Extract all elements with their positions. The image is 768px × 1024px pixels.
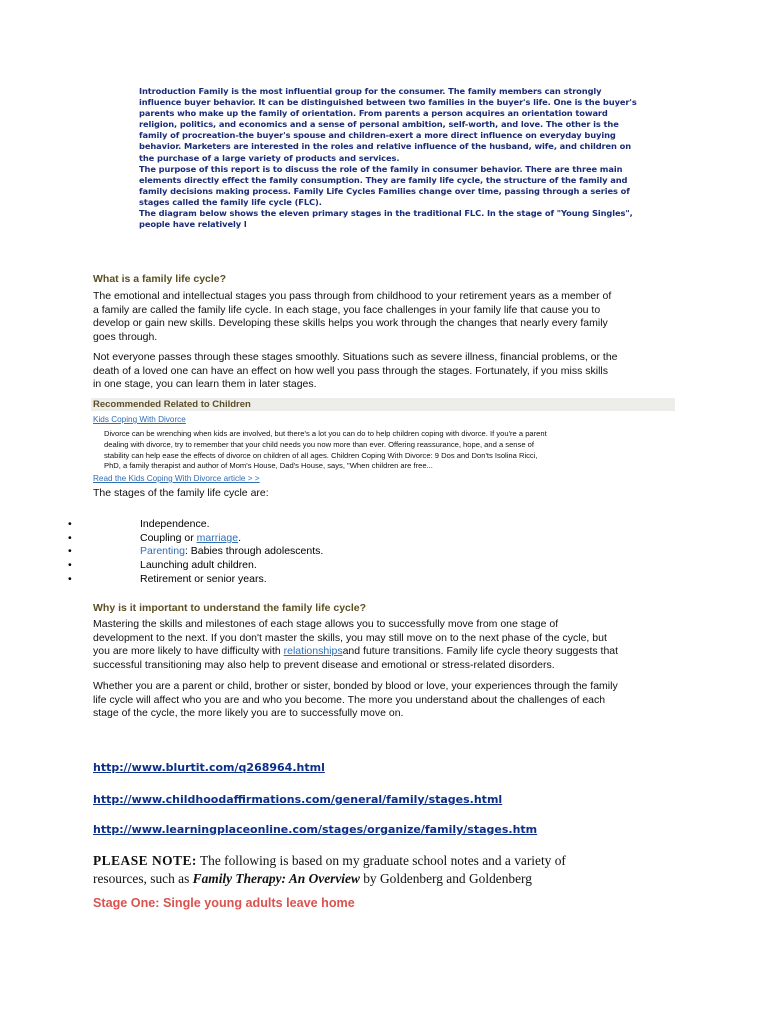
bullet-icon: •	[68, 573, 72, 585]
url-link-blurtit[interactable]: http://www.blurtit.com/q268964.html	[93, 761, 325, 774]
bullet-icon: •	[68, 518, 72, 530]
excerpt-line: dealing with divorce, try to remember that your child needs you now more than ever. Offering reassurance, hope, and a sense of	[104, 439, 534, 449]
list-item	[68, 558, 468, 572]
article-excerpt	[104, 429, 674, 472]
read-more-link[interactable]: Read the Kids Coping With Divorce article > >	[93, 474, 260, 483]
paragraph-line: death of a loved one can have an effect on how well you pass through the stages. Fortunately, if you miss skills	[93, 364, 608, 377]
intro-line: Introduction Family is the most influential group for the consumer. The family members can strongly	[139, 86, 602, 96]
excerpt-line: stability can help ease the effects of divorce on children of all ages. Children Coping With Divorce: 9 Dos and Don'ts Isolina Ricci,	[104, 450, 538, 460]
section-heading-family-life-cycle: What is a family life cycle?	[93, 273, 227, 285]
list-item-suffix: .	[238, 532, 241, 544]
paragraph-line: goes through.	[93, 330, 158, 343]
note-text: The following is based on my graduate school notes and a variety of	[196, 853, 566, 868]
url-link-childhoodaffirmations[interactable]: http://www.childhoodaffirmations.com/general/family/stages.html	[93, 793, 503, 806]
note-line	[93, 870, 693, 888]
excerpt-line: Divorce can be wrenching when kids are involved, but there's a lot you can do to help children coping with divorce. If you're a parent	[104, 429, 547, 438]
recommended-bar: Recommended Related to Children	[91, 398, 675, 411]
section-heading-why-important: Why is it important to understand the family life cycle?	[93, 602, 367, 614]
intro-line: family of procreation-the buyer's spouse and children-exert a more direct influence on everyday buying	[139, 130, 616, 141]
intro-line: the purchase of a large variety of products and services.	[139, 152, 400, 163]
list-item-text: Retirement or senior years.	[140, 573, 267, 585]
stage-one-heading: Stage One: Single young adults leave home	[93, 896, 355, 910]
intro-line: family decisions making process. Family Life Cycles Families change over time, passing through a series of	[139, 185, 630, 196]
list-item-suffix: : Babies through adolescents.	[184, 545, 324, 557]
paragraph-line: development to the next. If you don't master the skills, you may still move on to the next phase of the cycle, but	[93, 631, 607, 644]
please-note	[93, 852, 693, 888]
paragraph-line: Mastering the skills and milestones of each stage allows you to successfully move from one stage of	[93, 618, 559, 630]
list-item	[68, 531, 468, 545]
intro-line: stages called the family life cycle (FLC).	[139, 196, 322, 207]
note-label: PLEASE NOTE:	[93, 853, 197, 868]
paragraph-not-everyone	[93, 351, 693, 392]
intro-line: people have relatively l	[139, 219, 247, 230]
intro-line: elements directly effect the family consumption. They are family life cycle, the structure of the family and	[139, 174, 628, 185]
excerpt-line: PhD, a family therapist and author of Mom's House, Dad's House, says, "When children are free...	[104, 461, 433, 471]
intro-block	[139, 86, 679, 230]
note-text: resources, such as	[93, 871, 193, 886]
intro-line: The purpose of this report is to discuss the role of the family in consumer behavior. There are three main	[139, 163, 623, 174]
intro-line: influence buyer behavior. It can be distinguished between two families in the buyer's life. One is the buyer's	[139, 97, 637, 108]
paragraph-line: stage of the cycle, the more likely you are to successfully move on.	[93, 707, 404, 720]
paragraph-family-life-cycle	[93, 290, 693, 344]
bullet-icon: •	[68, 545, 72, 557]
list-item	[68, 572, 468, 586]
note-text: by Goldenberg and Goldenberg	[359, 871, 532, 886]
list-item	[68, 544, 468, 558]
list-item-text: Launching adult children.	[140, 559, 257, 571]
bullet-icon: •	[68, 559, 72, 571]
list-item-text	[140, 531, 241, 545]
intro-line: behavior. Marketers are interested in the roles and relative influence of the husband, wife, and children on	[139, 141, 632, 152]
paragraph-line: Whether you are a parent or child, brother or sister, bonded by blood or love, your experiences through the family	[93, 680, 618, 692]
list-item-text: Independence.	[140, 518, 210, 530]
book-title: Family Therapy: An Overview	[192, 871, 360, 886]
article-title-link[interactable]: Kids Coping With Divorce	[93, 415, 186, 424]
paragraph-line: develop or gain new skills. Developing these skills helps you work through the changes that nearly every family	[93, 317, 608, 330]
line-suffix: and future transitions. Family life cycle theory suggests that	[342, 645, 619, 658]
paragraph-whether-parent	[93, 680, 693, 721]
list-item-prefix: Coupling or	[140, 532, 197, 544]
intro-line: The diagram below shows the eleven primary stages in the traditional FLC. In the stage of "Young Singles",	[139, 208, 633, 219]
url-link-learningplaceonline[interactable]: http://www.learningplaceonline.com/stages/organize/family/stages.htm	[93, 823, 538, 836]
paragraph-mastering-skills	[93, 618, 693, 672]
list-item-text	[140, 544, 323, 558]
relationships-link[interactable]: relationships	[283, 645, 343, 658]
paragraph-line: successful transitioning may also help to prevent disease and emotional or stress-related disorders.	[93, 658, 555, 671]
paragraph-line: Not everyone passes through these stages smoothly. Situations such as severe illness, financial problems, or the	[93, 351, 618, 363]
line-prefix: you are more likely to have difficulty with	[93, 645, 284, 658]
bullet-icon: •	[68, 532, 72, 544]
paragraph-line: in one stage, you can learn them in later stages.	[93, 378, 317, 391]
paragraph-line: The emotional and intellectual stages you pass through from childhood to your retirement years as a member of	[93, 290, 612, 302]
paragraph-line	[93, 645, 693, 659]
intro-line: parents who make up the family of orientation. From parents a person acquires an orientation toward	[139, 108, 608, 119]
list-item	[68, 517, 468, 531]
note-line	[93, 852, 693, 870]
parenting-link[interactable]: Parenting	[140, 545, 185, 557]
intro-line: religion, politics, and economics and a sense of personal ambition, self-worth, and love. The other is the	[139, 119, 619, 130]
paragraph-line: a family are called the family life cycle. In each stage, you face challenges in your family life that cause you to	[93, 303, 601, 316]
marriage-link[interactable]: marriage	[196, 532, 239, 544]
paragraph-line: life cycle will affect who you are and who you become. The more you understand about the challenges of each	[93, 693, 606, 706]
stages-intro: The stages of the family life cycle are:	[93, 487, 269, 499]
